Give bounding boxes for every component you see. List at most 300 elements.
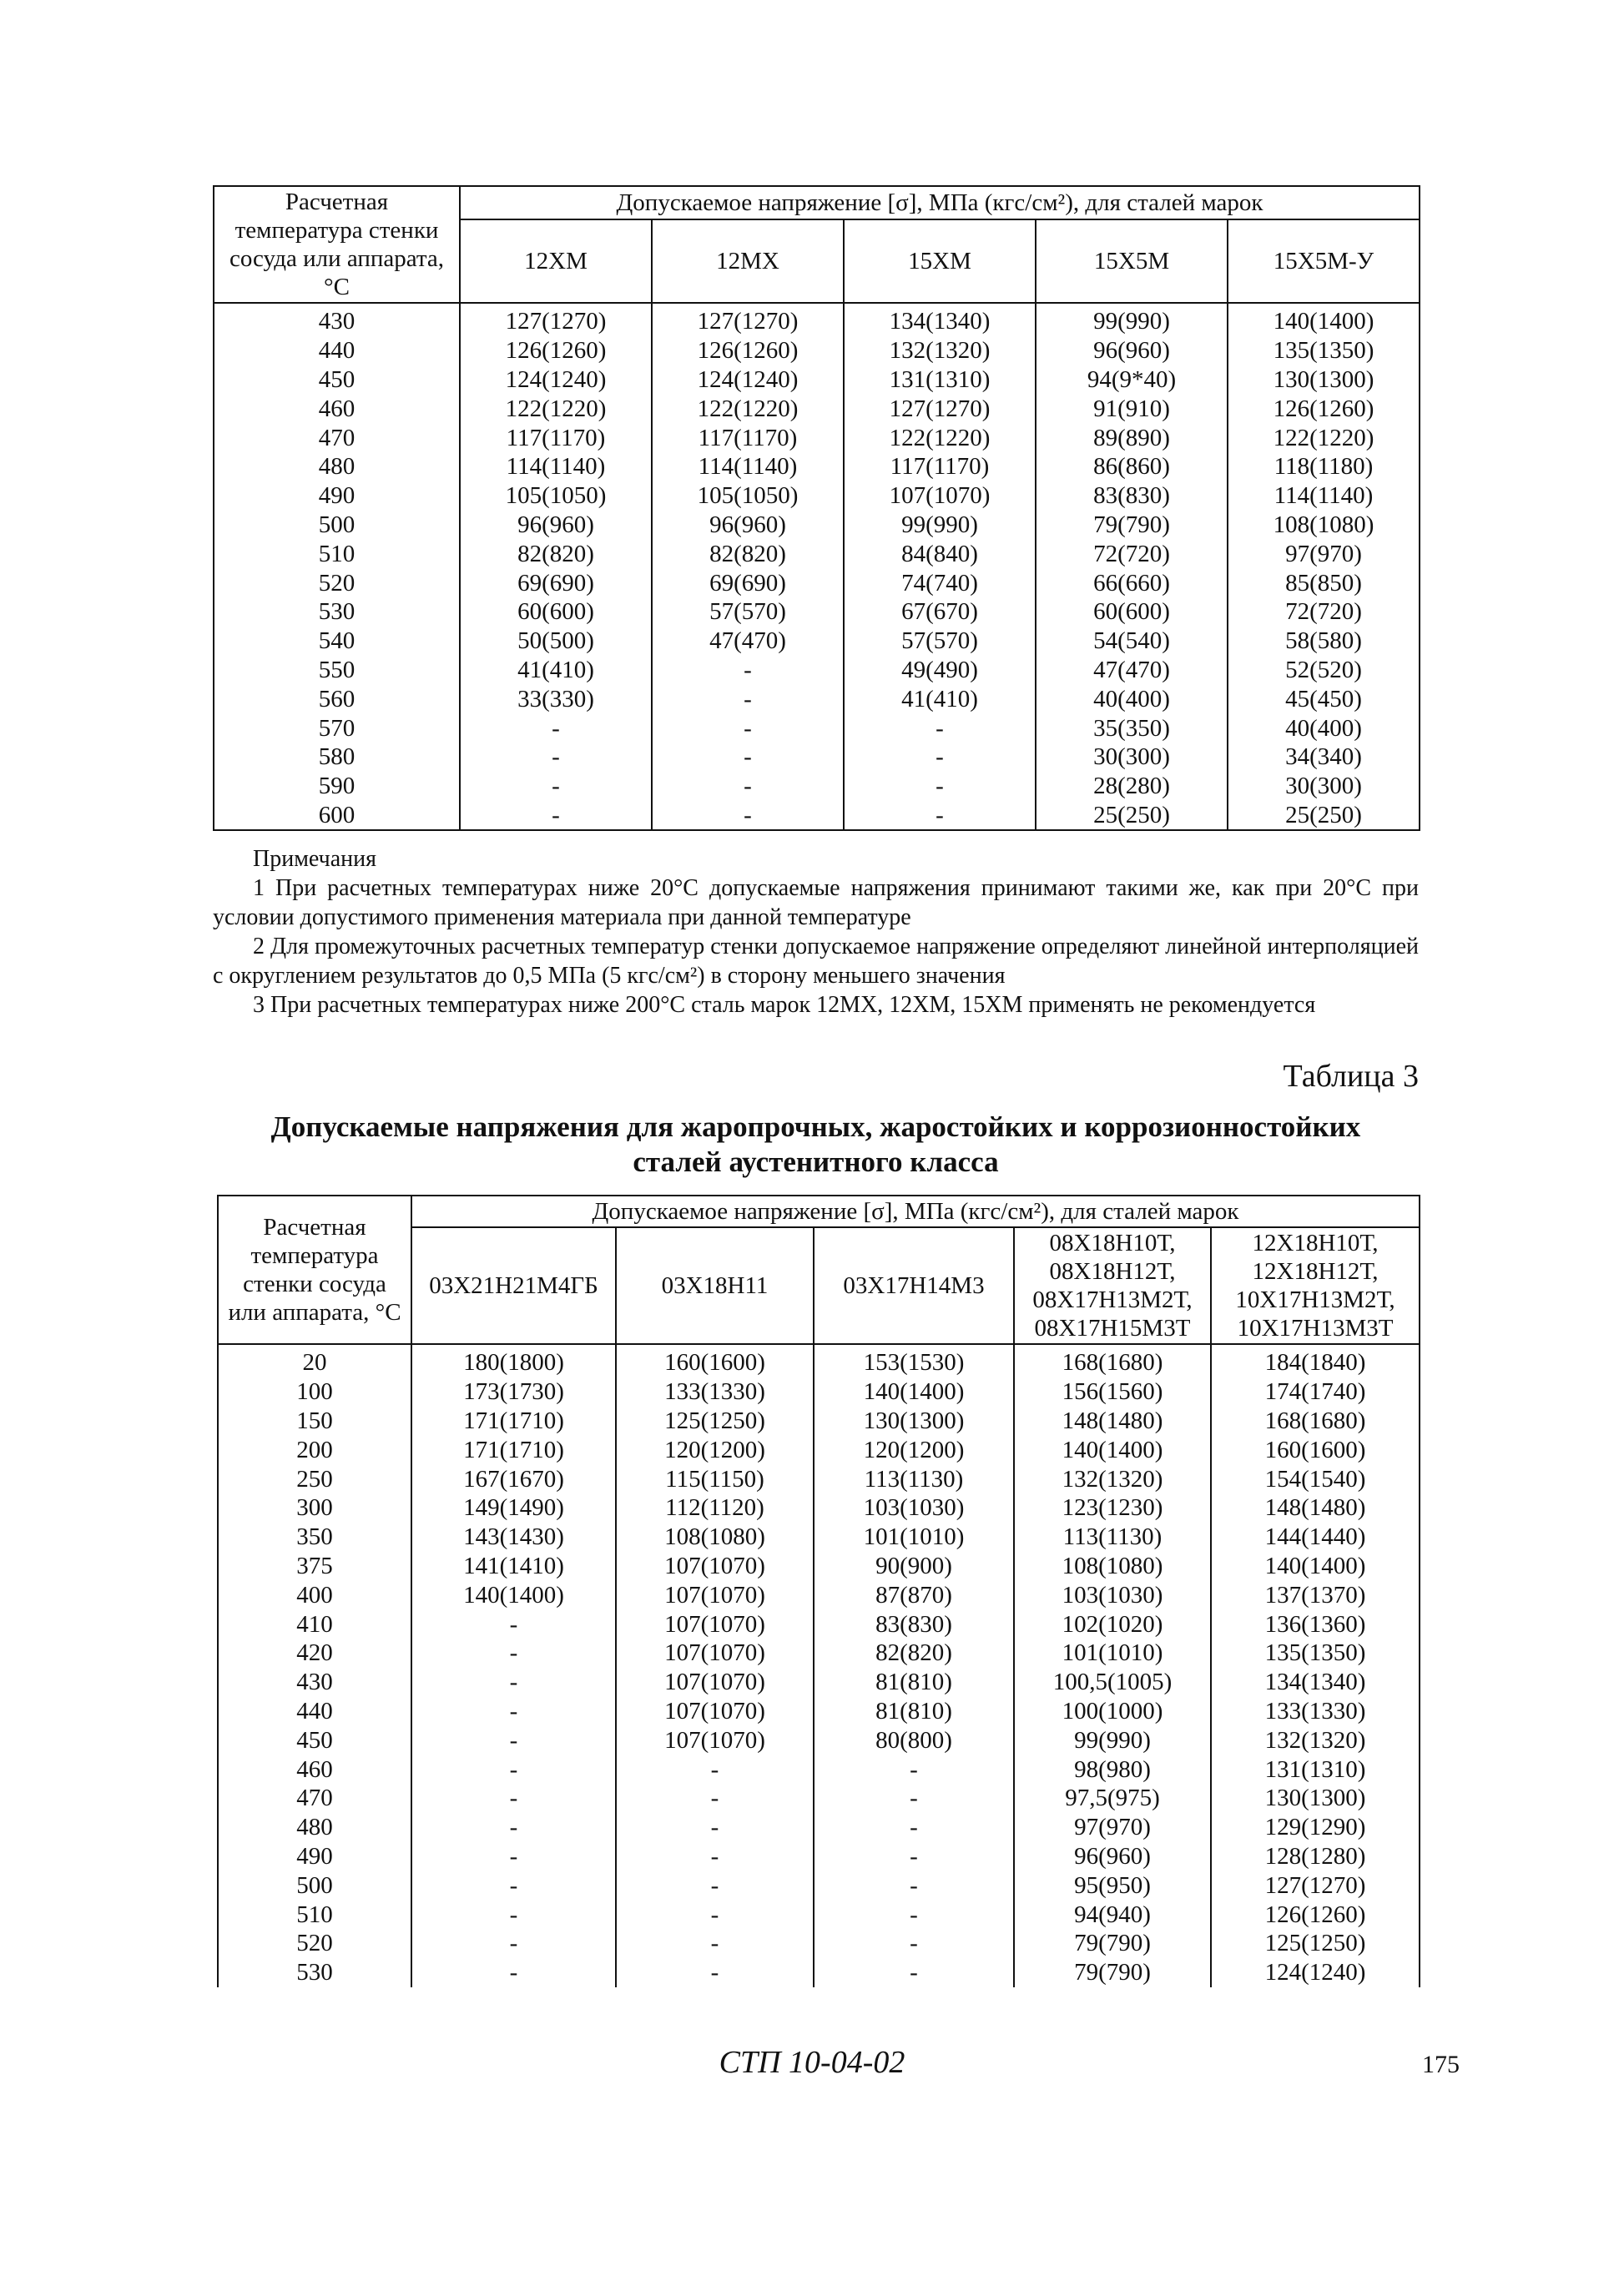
stress-value-cell: 128(1280) bbox=[1211, 1842, 1420, 1871]
stress-value-cell: 40(400) bbox=[1036, 684, 1228, 713]
table-row bbox=[214, 684, 1420, 713]
temperature-cell: 100 bbox=[218, 1377, 411, 1407]
stress-value-cell: 40(400) bbox=[1228, 713, 1420, 743]
stress-value-cell: - bbox=[844, 772, 1036, 801]
stress-value-cell: 97,5(975) bbox=[1014, 1784, 1211, 1813]
table-row bbox=[214, 423, 1420, 452]
table-row bbox=[214, 656, 1420, 685]
table-row bbox=[214, 452, 1420, 481]
stress-value-cell: 79(790) bbox=[1036, 511, 1228, 540]
stress-value-cell: 134(1340) bbox=[1211, 1668, 1420, 1697]
temperature-cell: 570 bbox=[214, 713, 460, 743]
temperature-cell: 430 bbox=[214, 303, 460, 336]
stress-value-cell: 107(1070) bbox=[616, 1725, 814, 1755]
temperature-cell: 560 bbox=[214, 684, 460, 713]
stress-value-cell: 148(1480) bbox=[1014, 1407, 1211, 1436]
stress-value-cell: 122(1220) bbox=[844, 423, 1036, 452]
stress-value-cell: 107(1070) bbox=[616, 1580, 814, 1609]
table-row bbox=[218, 1900, 1420, 1929]
stress-value-cell: 69(690) bbox=[652, 568, 844, 597]
stress-value-cell: 100(1000) bbox=[1014, 1697, 1211, 1726]
stress-value-cell: 41(410) bbox=[460, 656, 652, 685]
stress-value-cell: 25(250) bbox=[1228, 801, 1420, 831]
grade-header: 03Х21Н21М4ГБ bbox=[411, 1227, 616, 1344]
stress-value-cell: 160(1600) bbox=[1211, 1435, 1420, 1464]
grade-name: 08Х17Н15М3Т bbox=[1034, 1315, 1191, 1342]
temperature-cell: 590 bbox=[214, 772, 460, 801]
stress-value-cell: 41(410) bbox=[844, 684, 1036, 713]
grade-header: 12МХ bbox=[652, 219, 844, 303]
stress-value-cell: - bbox=[411, 1609, 616, 1639]
stress-value-cell: - bbox=[411, 1871, 616, 1900]
table-row bbox=[214, 394, 1420, 423]
stress-value-cell: - bbox=[411, 1958, 616, 1987]
stress-value-cell: - bbox=[460, 713, 652, 743]
temperature-column-header bbox=[218, 1196, 411, 1344]
notes-heading: Примечания bbox=[253, 846, 377, 872]
stress-value-cell: 117(1170) bbox=[460, 423, 652, 452]
stress-value-cell: 125(1250) bbox=[616, 1407, 814, 1436]
stress-value-cell: 149(1490) bbox=[411, 1493, 616, 1523]
stress-value-cell: 107(1070) bbox=[616, 1668, 814, 1697]
table-row bbox=[214, 597, 1420, 627]
stress-value-cell: 120(1200) bbox=[814, 1435, 1014, 1464]
stress-value-cell: 69(690) bbox=[460, 568, 652, 597]
table-row bbox=[218, 1580, 1420, 1609]
stress-value-cell: 83(830) bbox=[1036, 481, 1228, 511]
temperature-cell: 460 bbox=[214, 394, 460, 423]
grade-name: 10Х17Н13М3Т bbox=[1237, 1315, 1394, 1342]
stress-value-cell: 173(1730) bbox=[411, 1377, 616, 1407]
stress-value-cell: 45(450) bbox=[1228, 684, 1420, 713]
table-row bbox=[218, 1435, 1420, 1464]
stress-value-cell: 153(1530) bbox=[814, 1344, 1014, 1377]
stress-value-cell: - bbox=[616, 1958, 814, 1987]
stress-value-cell: 140(1400) bbox=[1211, 1552, 1420, 1581]
stress-value-cell: 126(1260) bbox=[652, 336, 844, 365]
notes-block bbox=[213, 844, 1419, 1020]
stress-value-cell: 141(1410) bbox=[411, 1552, 616, 1581]
stress-value-cell: 83(830) bbox=[814, 1609, 1014, 1639]
note-item: 1 При расчетных температурах ниже 20°С допускаемые напряжения принимают такими же, как при 20°С при условии допустимого применения материала при данной температуре bbox=[213, 875, 1419, 930]
table-row bbox=[218, 1668, 1420, 1697]
stress-value-cell: 81(810) bbox=[814, 1697, 1014, 1726]
note-item: 2 Для промежуточных расчетных температур стенки допускаемое напряжение определяют линейной интерполяцией с округлением результатов до 0,5 МПа (5 кгс/см²) в сторону меньшего значения bbox=[213, 934, 1419, 989]
stress-value-cell: 58(580) bbox=[1228, 627, 1420, 656]
stress-value-cell: 34(340) bbox=[1228, 743, 1420, 772]
stress-value-cell: - bbox=[814, 1929, 1014, 1958]
stress-value-cell: 122(1220) bbox=[652, 394, 844, 423]
stress-value-cell: 72(720) bbox=[1036, 539, 1228, 568]
temperature-cell: 470 bbox=[214, 423, 460, 452]
stress-group-header: Допускаемое напряжение [σ], МПа (кгс/см²), для сталей марок bbox=[411, 1196, 1420, 1227]
stress-value-cell: - bbox=[411, 1813, 616, 1842]
table-row bbox=[218, 1552, 1420, 1581]
table-row bbox=[218, 1697, 1420, 1726]
header-line: температура bbox=[250, 1242, 379, 1269]
grade-header: 03Х18Н11 bbox=[616, 1227, 814, 1344]
stress-value-cell: - bbox=[411, 1725, 616, 1755]
stress-value-cell: - bbox=[814, 1842, 1014, 1871]
stress-value-cell: - bbox=[814, 1813, 1014, 1842]
stress-value-cell: 90(900) bbox=[814, 1552, 1014, 1581]
austenitic-steel-stress-table bbox=[217, 1195, 1420, 1987]
stress-value-cell: - bbox=[844, 801, 1036, 831]
stress-value-cell: 28(280) bbox=[1036, 772, 1228, 801]
temperature-cell: 540 bbox=[214, 627, 460, 656]
stress-value-cell: 132(1320) bbox=[1211, 1725, 1420, 1755]
stress-value-cell: - bbox=[460, 743, 652, 772]
table-row bbox=[214, 568, 1420, 597]
grade-header: 03Х17Н14М3 bbox=[814, 1227, 1014, 1344]
stress-value-cell: 140(1400) bbox=[411, 1580, 616, 1609]
stress-value-cell: 171(1710) bbox=[411, 1435, 616, 1464]
stress-value-cell: 125(1250) bbox=[1211, 1929, 1420, 1958]
stress-value-cell: 143(1430) bbox=[411, 1523, 616, 1552]
stress-value-cell: 108(1080) bbox=[1228, 511, 1420, 540]
stress-value-cell: 85(850) bbox=[1228, 568, 1420, 597]
stress-value-cell: 126(1260) bbox=[1211, 1900, 1420, 1929]
stress-value-cell: 108(1080) bbox=[616, 1523, 814, 1552]
stress-value-cell: 131(1310) bbox=[1211, 1755, 1420, 1784]
temperature-cell: 510 bbox=[214, 539, 460, 568]
stress-value-cell: 94(9*40) bbox=[1036, 365, 1228, 395]
stress-value-cell: - bbox=[411, 1697, 616, 1726]
stress-value-cell: - bbox=[616, 1755, 814, 1784]
temperature-cell: 490 bbox=[218, 1842, 411, 1871]
stress-value-cell: - bbox=[814, 1755, 1014, 1784]
table-row bbox=[214, 365, 1420, 395]
temperature-cell: 530 bbox=[218, 1958, 411, 1987]
header-line: или аппарата, °С bbox=[228, 1299, 401, 1326]
stress-value-cell: 103(1030) bbox=[814, 1493, 1014, 1523]
table-row bbox=[218, 1871, 1420, 1900]
temperature-cell: 520 bbox=[214, 568, 460, 597]
temperature-cell: 20 bbox=[218, 1344, 411, 1377]
temperature-cell: 150 bbox=[218, 1407, 411, 1436]
temperature-cell: 520 bbox=[218, 1929, 411, 1958]
temperature-cell: 350 bbox=[218, 1523, 411, 1552]
stress-value-cell: - bbox=[411, 1639, 616, 1668]
temperature-cell: 500 bbox=[214, 511, 460, 540]
stress-value-cell: 115(1150) bbox=[616, 1464, 814, 1493]
stress-value-cell: - bbox=[411, 1842, 616, 1871]
stress-value-cell: 140(1400) bbox=[1228, 303, 1420, 336]
stress-value-cell: 117(1170) bbox=[652, 423, 844, 452]
temperature-cell: 450 bbox=[214, 365, 460, 395]
table-row bbox=[218, 1639, 1420, 1668]
stress-value-cell: - bbox=[460, 772, 652, 801]
stress-value-cell: 137(1370) bbox=[1211, 1580, 1420, 1609]
stress-value-cell: - bbox=[814, 1871, 1014, 1900]
stress-value-cell: 47(470) bbox=[1036, 656, 1228, 685]
temperature-cell: 450 bbox=[218, 1725, 411, 1755]
stress-value-cell: 122(1220) bbox=[460, 394, 652, 423]
temperature-cell: 440 bbox=[214, 336, 460, 365]
table-row bbox=[218, 1609, 1420, 1639]
temperature-cell: 460 bbox=[218, 1755, 411, 1784]
stress-value-cell: 124(1240) bbox=[460, 365, 652, 395]
stress-value-cell: 156(1560) bbox=[1014, 1377, 1211, 1407]
grade-name: 12Х18Н10Т, bbox=[1252, 1230, 1379, 1256]
stress-value-cell: 133(1330) bbox=[1211, 1697, 1420, 1726]
stress-value-cell: - bbox=[652, 713, 844, 743]
header-line: стенки сосуда bbox=[243, 1271, 386, 1297]
stress-value-cell: - bbox=[411, 1668, 616, 1697]
grade-name: 08Х18Н10Т, bbox=[1049, 1230, 1176, 1256]
stress-value-cell: 74(740) bbox=[844, 568, 1036, 597]
stress-value-cell: 96(960) bbox=[652, 511, 844, 540]
stress-value-cell: - bbox=[652, 656, 844, 685]
table-row bbox=[218, 1493, 1420, 1523]
stress-value-cell: 117(1170) bbox=[844, 452, 1036, 481]
temperature-cell: 300 bbox=[218, 1493, 411, 1523]
temperature-cell: 470 bbox=[218, 1784, 411, 1813]
stress-value-cell: 126(1260) bbox=[1228, 394, 1420, 423]
stress-value-cell: 99(990) bbox=[1036, 303, 1228, 336]
stress-value-cell: 124(1240) bbox=[652, 365, 844, 395]
stress-value-cell: 135(1350) bbox=[1228, 336, 1420, 365]
stress-value-cell: 107(1070) bbox=[616, 1609, 814, 1639]
stress-value-cell: 60(600) bbox=[460, 597, 652, 627]
stress-value-cell: 84(840) bbox=[844, 539, 1036, 568]
table-row bbox=[218, 1523, 1420, 1552]
table-row bbox=[214, 801, 1420, 831]
temperature-cell: 510 bbox=[218, 1900, 411, 1929]
stress-value-cell: 127(1270) bbox=[652, 303, 844, 336]
stress-value-cell: 82(820) bbox=[814, 1639, 1014, 1668]
table-row bbox=[214, 713, 1420, 743]
table-title-line: сталей аустенитного класса bbox=[633, 1145, 999, 1178]
stress-value-cell: - bbox=[411, 1755, 616, 1784]
table-row bbox=[218, 1842, 1420, 1871]
stress-value-cell: 140(1400) bbox=[814, 1377, 1014, 1407]
table-title bbox=[213, 1110, 1419, 1180]
stress-value-cell: 120(1200) bbox=[616, 1435, 814, 1464]
stress-value-cell: - bbox=[652, 684, 844, 713]
stress-value-cell: 47(470) bbox=[652, 627, 844, 656]
temperature-cell: 580 bbox=[214, 743, 460, 772]
stress-value-cell: 81(810) bbox=[814, 1668, 1014, 1697]
stress-value-cell: 168(1680) bbox=[1014, 1344, 1211, 1377]
temperature-cell: 480 bbox=[218, 1813, 411, 1842]
temperature-cell: 250 bbox=[218, 1464, 411, 1493]
table-row bbox=[218, 1784, 1420, 1813]
stress-value-cell: 96(960) bbox=[1036, 336, 1228, 365]
grade-header-group bbox=[1211, 1227, 1420, 1344]
header-line: сосуда или аппарата, bbox=[229, 245, 445, 272]
stress-value-cell: 86(860) bbox=[1036, 452, 1228, 481]
stress-value-cell: 33(330) bbox=[460, 684, 652, 713]
stress-value-cell: 103(1030) bbox=[1014, 1580, 1211, 1609]
header-line: Расчетная bbox=[263, 1214, 366, 1241]
grade-header: 15Х5М-У bbox=[1228, 219, 1420, 303]
table-row bbox=[218, 1464, 1420, 1493]
table-row bbox=[214, 539, 1420, 568]
table-row bbox=[218, 1755, 1420, 1784]
stress-value-cell: - bbox=[616, 1842, 814, 1871]
stress-value-cell: 160(1600) bbox=[616, 1344, 814, 1377]
stress-value-cell: 127(1270) bbox=[460, 303, 652, 336]
stress-group-header: Допускаемое напряжение [σ], МПа (кгс/см²), для сталей марок bbox=[460, 186, 1420, 219]
table-row bbox=[214, 303, 1420, 336]
table-row bbox=[214, 627, 1420, 656]
stress-value-cell: 122(1220) bbox=[1228, 423, 1420, 452]
header-line: Расчетная bbox=[285, 189, 389, 215]
grade-name: 10Х17Н13М2Т, bbox=[1235, 1286, 1395, 1313]
stress-value-cell: 108(1080) bbox=[1014, 1552, 1211, 1581]
stress-value-cell: 97(970) bbox=[1014, 1813, 1211, 1842]
stress-value-cell: 113(1130) bbox=[1014, 1523, 1211, 1552]
table-row bbox=[218, 1377, 1420, 1407]
stress-value-cell: 148(1480) bbox=[1211, 1493, 1420, 1523]
stress-value-cell: - bbox=[814, 1958, 1014, 1987]
table-row bbox=[214, 336, 1420, 365]
stress-value-cell: 112(1120) bbox=[616, 1493, 814, 1523]
header-line: °С bbox=[324, 274, 350, 300]
table-number-label: Таблица 3 bbox=[1283, 1059, 1419, 1094]
stress-value-cell: 50(500) bbox=[460, 627, 652, 656]
stress-value-cell: - bbox=[460, 801, 652, 831]
stress-value-cell: 127(1270) bbox=[844, 394, 1036, 423]
stress-value-cell: 60(600) bbox=[1036, 597, 1228, 627]
stress-value-cell: 97(970) bbox=[1228, 539, 1420, 568]
table-row bbox=[218, 1958, 1420, 1987]
temperature-cell: 480 bbox=[214, 452, 460, 481]
document-code: СТП 10-04-02 bbox=[719, 2045, 905, 2080]
allowable-stress-table-continued bbox=[213, 185, 1420, 831]
stress-value-cell: 95(950) bbox=[1014, 1871, 1211, 1900]
stress-value-cell: 130(1300) bbox=[1211, 1784, 1420, 1813]
temperature-cell: 200 bbox=[218, 1435, 411, 1464]
stress-value-cell: 35(350) bbox=[1036, 713, 1228, 743]
table-row bbox=[218, 1929, 1420, 1958]
stress-value-cell: 133(1330) bbox=[616, 1377, 814, 1407]
grade-header: 15Х5М bbox=[1036, 219, 1228, 303]
stress-value-cell: - bbox=[844, 743, 1036, 772]
temperature-cell: 420 bbox=[218, 1639, 411, 1668]
temperature-cell: 600 bbox=[214, 801, 460, 831]
stress-value-cell: 131(1310) bbox=[844, 365, 1036, 395]
stress-value-cell: - bbox=[844, 713, 1036, 743]
stress-value-cell: 91(910) bbox=[1036, 394, 1228, 423]
stress-value-cell: 107(1070) bbox=[616, 1639, 814, 1668]
table-row bbox=[214, 511, 1420, 540]
temperature-cell: 430 bbox=[218, 1668, 411, 1697]
stress-value-cell: 135(1350) bbox=[1211, 1639, 1420, 1668]
note-item: 3 При расчетных температурах ниже 200°С сталь марок 12МХ, 12ХМ, 15ХМ применять не рекомендуется bbox=[253, 992, 1316, 1018]
stress-value-cell: 105(1050) bbox=[652, 481, 844, 511]
table3-body bbox=[218, 1344, 1420, 1987]
stress-value-cell: - bbox=[616, 1813, 814, 1842]
stress-value-cell: 96(960) bbox=[460, 511, 652, 540]
stress-value-cell: 101(1010) bbox=[1014, 1639, 1211, 1668]
stress-value-cell: 30(300) bbox=[1228, 772, 1420, 801]
stress-value-cell: 89(890) bbox=[1036, 423, 1228, 452]
stress-value-cell: 79(790) bbox=[1014, 1958, 1211, 1987]
stress-value-cell: - bbox=[652, 801, 844, 831]
stress-value-cell: - bbox=[652, 743, 844, 772]
stress-value-cell: 113(1130) bbox=[814, 1464, 1014, 1493]
stress-value-cell: 102(1020) bbox=[1014, 1609, 1211, 1639]
stress-value-cell: 136(1360) bbox=[1211, 1609, 1420, 1639]
stress-value-cell: 184(1840) bbox=[1211, 1344, 1420, 1377]
header-line: температура стенки bbox=[235, 217, 439, 244]
stress-value-cell: 107(1070) bbox=[616, 1552, 814, 1581]
stress-value-cell: 132(1320) bbox=[1014, 1464, 1211, 1493]
stress-value-cell: 80(800) bbox=[814, 1725, 1014, 1755]
temperature-cell: 440 bbox=[218, 1697, 411, 1726]
stress-value-cell: 174(1740) bbox=[1211, 1377, 1420, 1407]
stress-value-cell: 82(820) bbox=[652, 539, 844, 568]
stress-value-cell: - bbox=[616, 1900, 814, 1929]
stress-value-cell: 72(720) bbox=[1228, 597, 1420, 627]
stress-value-cell: 57(570) bbox=[652, 597, 844, 627]
stress-value-cell: 154(1540) bbox=[1211, 1464, 1420, 1493]
stress-value-cell: 100,5(1005) bbox=[1014, 1668, 1211, 1697]
stress-value-cell: - bbox=[616, 1929, 814, 1958]
stress-value-cell: 98(980) bbox=[1014, 1755, 1211, 1784]
stress-value-cell: 114(1140) bbox=[652, 452, 844, 481]
temperature-column-header bbox=[214, 186, 460, 303]
table-row bbox=[214, 772, 1420, 801]
table-row bbox=[218, 1344, 1420, 1377]
temperature-cell: 375 bbox=[218, 1552, 411, 1581]
stress-value-cell: - bbox=[814, 1784, 1014, 1813]
stress-value-cell: 126(1260) bbox=[460, 336, 652, 365]
stress-value-cell: 124(1240) bbox=[1211, 1958, 1420, 1987]
stress-value-cell: 94(940) bbox=[1014, 1900, 1211, 1929]
stress-value-cell: 101(1010) bbox=[814, 1523, 1014, 1552]
stress-value-cell: 49(490) bbox=[844, 656, 1036, 685]
stress-value-cell: 30(300) bbox=[1036, 743, 1228, 772]
stress-value-cell: 132(1320) bbox=[844, 336, 1036, 365]
grade-header: 15ХМ bbox=[844, 219, 1036, 303]
table3-header bbox=[218, 1196, 1420, 1344]
grade-name: 08Х17Н13М2Т, bbox=[1032, 1286, 1193, 1313]
temperature-cell: 550 bbox=[214, 656, 460, 685]
table-row bbox=[218, 1813, 1420, 1842]
stress-value-cell: 171(1710) bbox=[411, 1407, 616, 1436]
stress-value-cell: 57(570) bbox=[844, 627, 1036, 656]
stress-value-cell: 99(990) bbox=[844, 511, 1036, 540]
grade-name: 08Х18Н12Т, bbox=[1049, 1258, 1176, 1285]
stress-value-cell: - bbox=[411, 1929, 616, 1958]
temperature-cell: 530 bbox=[214, 597, 460, 627]
stress-value-cell: 134(1340) bbox=[844, 303, 1036, 336]
stress-value-cell: 67(670) bbox=[844, 597, 1036, 627]
stress-value-cell: 129(1290) bbox=[1211, 1813, 1420, 1842]
temperature-cell: 500 bbox=[218, 1871, 411, 1900]
temperature-cell: 490 bbox=[214, 481, 460, 511]
stress-value-cell: 107(1070) bbox=[616, 1697, 814, 1726]
stress-value-cell: 127(1270) bbox=[1211, 1871, 1420, 1900]
page-number: 175 bbox=[1422, 2051, 1460, 2078]
table-row bbox=[218, 1407, 1420, 1436]
stress-value-cell: 54(540) bbox=[1036, 627, 1228, 656]
stress-value-cell: - bbox=[616, 1871, 814, 1900]
table-title-line: Допускаемые напряжения для жаропрочных, жаростойких и коррозионностойких bbox=[270, 1110, 1361, 1143]
temperature-cell: 400 bbox=[218, 1580, 411, 1609]
stress-value-cell: 87(870) bbox=[814, 1580, 1014, 1609]
grade-header-group bbox=[1014, 1227, 1211, 1344]
stress-value-cell: 107(1070) bbox=[844, 481, 1036, 511]
stress-value-cell: 114(1140) bbox=[1228, 481, 1420, 511]
table-row bbox=[218, 1725, 1420, 1755]
stress-value-cell: 123(1230) bbox=[1014, 1493, 1211, 1523]
stress-value-cell: 114(1140) bbox=[460, 452, 652, 481]
stress-value-cell: 130(1300) bbox=[814, 1407, 1014, 1436]
